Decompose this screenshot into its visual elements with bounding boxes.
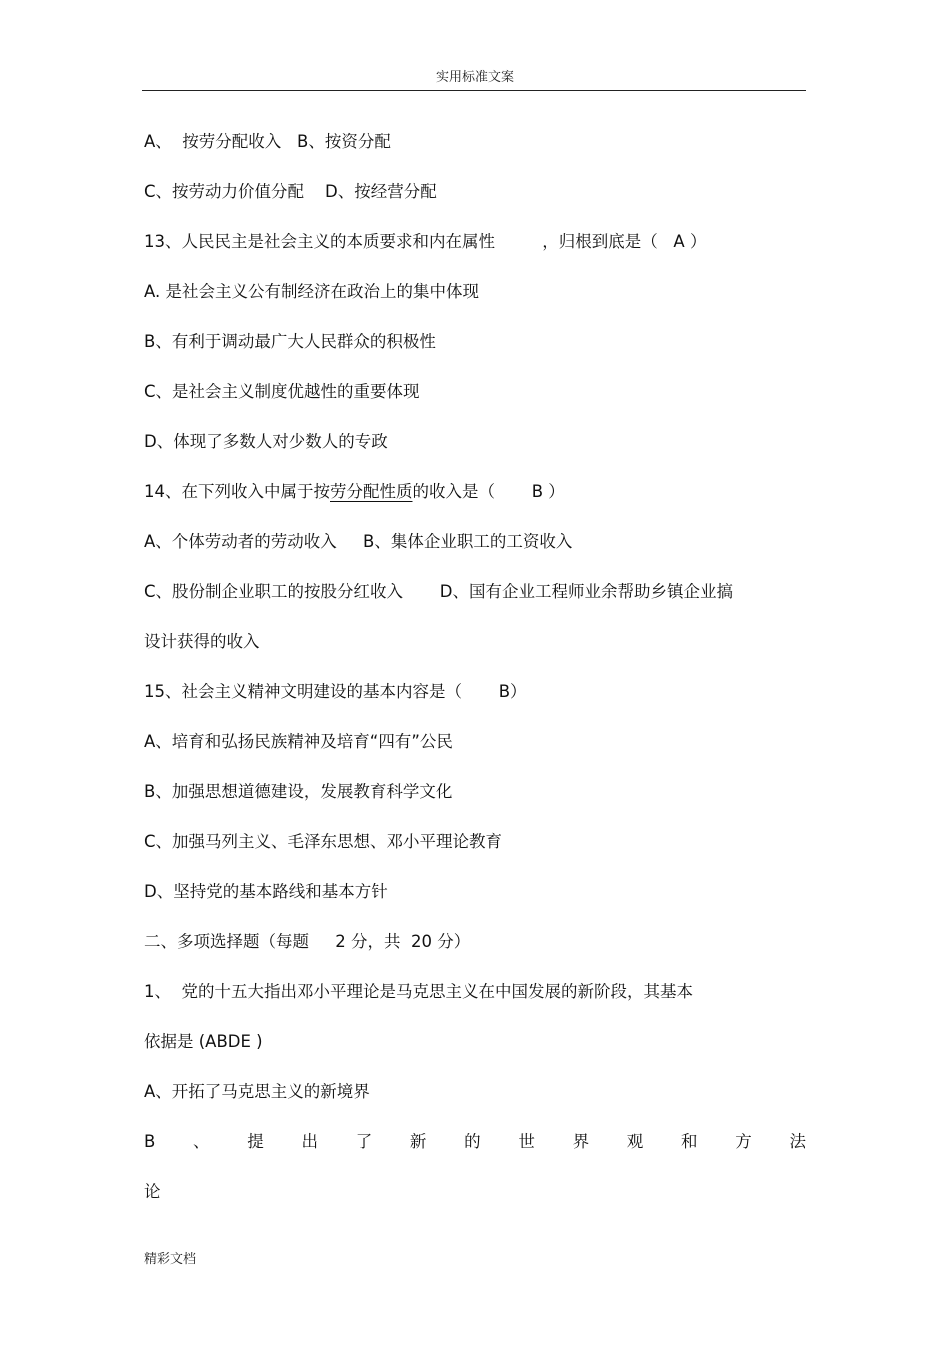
spread-char: 世 xyxy=(518,1132,535,1151)
option-line-continued: 论 xyxy=(144,1182,161,1201)
spread-char: 和 xyxy=(681,1132,698,1151)
option-line: C、是社会主义制度优越性的重要体现 xyxy=(144,382,420,401)
spread-char: B xyxy=(144,1132,156,1151)
option-line: A、开拓了马克思主义的新境界 xyxy=(144,1082,370,1101)
question-14-end: 的收入是（ B ） xyxy=(412,482,565,501)
question-14-underlined: 劳分配性质 xyxy=(330,482,413,501)
spread-char: 界 xyxy=(572,1132,590,1151)
option-line: A、 按劳分配收入 B、按资分配 xyxy=(144,132,391,151)
spread-char: 法 xyxy=(789,1132,806,1151)
justified-option-line xyxy=(144,1131,806,1153)
option-line: A、个体劳动者的劳动收入 B、集体企业职工的工资收入 xyxy=(144,532,573,551)
question-1: 1、 党的十五大指出邓小平理论是马克思主义在中国发展的新阶段，其基本 xyxy=(144,982,693,1001)
option-line-continued: 设计获得的收入 xyxy=(144,632,260,651)
option-line: C、股份制企业职工的按股分红收入 D、国有企业工程师业余帮助乡镇企业搞 xyxy=(144,582,733,601)
page-footer: 精彩文档 xyxy=(144,1252,197,1267)
header-rule xyxy=(142,90,806,91)
spread-char: 、 xyxy=(193,1132,210,1151)
option-line: D、体现了多数人对少数人的专政 xyxy=(144,432,388,451)
spread-char: 方 xyxy=(735,1132,752,1151)
spread-char: 了 xyxy=(355,1132,373,1151)
spread-char: 提 xyxy=(247,1132,264,1151)
question-1-continued: 依据是 (ABDE ) xyxy=(144,1032,263,1051)
option-line: B、加强思想道德建设，发展教育科学文化 xyxy=(144,782,453,801)
page-header: 实用标准文案 xyxy=(435,70,514,85)
question-15: 15、社会主义精神文明建设的基本内容是（ B） xyxy=(144,682,527,701)
question-13: 13、人民民主是社会主义的本质要求和内在属性 ，归根到底是（ A ） xyxy=(144,232,707,251)
spread-char: 出 xyxy=(301,1132,318,1151)
option-line: A. 是社会主义公有制经济在政治上的集中体现 xyxy=(144,282,479,301)
question-14-start: 14、在下列收入中属于按 xyxy=(144,482,330,501)
spread-char: 观 xyxy=(626,1132,644,1151)
option-line: A、培育和弘扬民族精神及培育“四有”公民 xyxy=(144,732,453,751)
option-line: C、加强马列主义、毛泽东思想、邓小平理论教育 xyxy=(144,832,503,851)
option-line: D、坚持党的基本路线和基本方针 xyxy=(144,882,388,901)
option-line: B、有利于调动最广大人民群众的积极性 xyxy=(144,332,436,351)
option-line: C、按劳动力价值分配 D、按经营分配 xyxy=(144,182,437,201)
question-14 xyxy=(144,481,565,503)
spread-char: 的 xyxy=(464,1132,481,1151)
section-heading: 二、多项选择题（每题 2 分，共 20 分） xyxy=(144,932,471,951)
spread-char: 新 xyxy=(409,1132,427,1151)
